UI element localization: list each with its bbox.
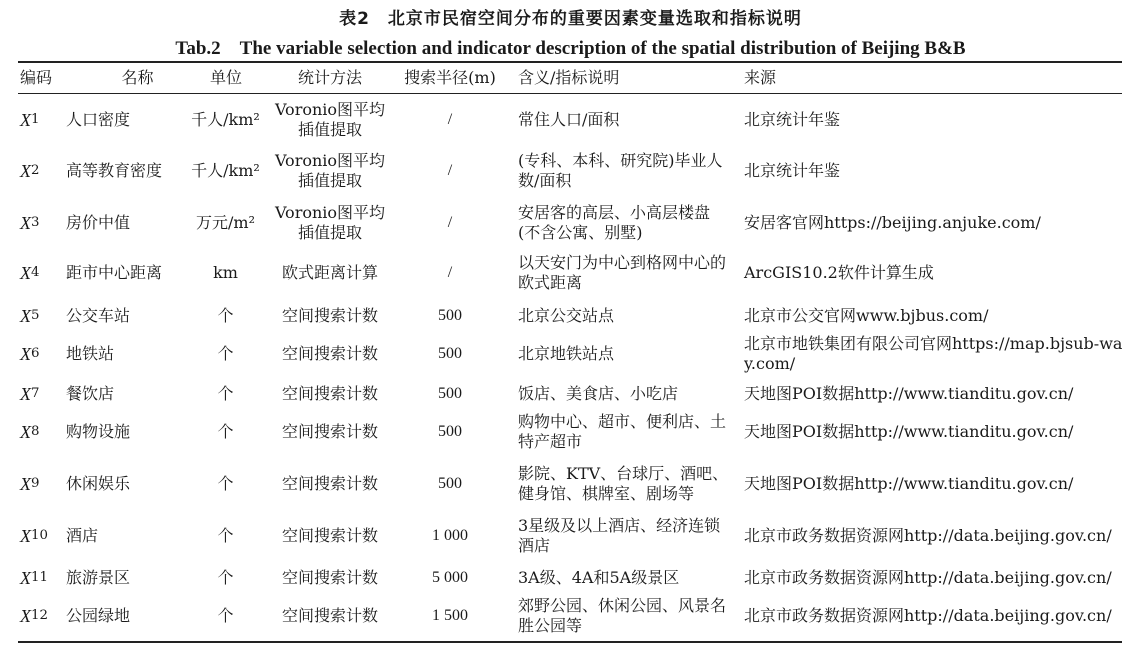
cell-name: 酒店 xyxy=(66,526,99,545)
cell-unit: 个 xyxy=(217,606,234,625)
cell-source: 安居客官网https://beijing.anjuke.com/ xyxy=(744,213,1041,232)
cell-method: 空间搜索计数 xyxy=(281,383,378,403)
cell-method: Voronio图平均插值提取 xyxy=(274,203,386,242)
variable-subscript: 4 xyxy=(31,265,40,280)
cell-source: 北京统计年鉴 xyxy=(744,110,841,129)
variable-subscript: 10 xyxy=(31,528,48,543)
header-name: 名称 xyxy=(121,68,154,87)
cell-meaning: 影院、KTV、台球厅、酒吧、健身馆、棋牌室、剧场等 xyxy=(518,464,729,503)
cell-name: 旅游景区 xyxy=(66,568,131,587)
cell-name: 距市中心距离 xyxy=(66,263,163,282)
cell-name: 人口密度 xyxy=(66,110,131,129)
header-code: 编码 xyxy=(20,68,53,87)
cell-meaning: 以天安门为中心到格网中心的欧式距离 xyxy=(518,253,727,292)
header-unit: 单位 xyxy=(209,68,242,87)
variable-subscript: 2 xyxy=(31,163,40,178)
cell-radius: 500 xyxy=(438,345,462,362)
cell-method: 欧式距离计算 xyxy=(281,263,378,282)
cell-radius: 1 000 xyxy=(432,527,468,544)
variable-symbol: X xyxy=(20,213,31,233)
variable-subscript: 1 xyxy=(31,112,40,127)
cell-meaning: 购物中心、超市、便利店、土特产超市 xyxy=(518,412,727,451)
cell-method: 空间搜索计数 xyxy=(281,305,378,325)
cell-meaning: 常住人口/面积 xyxy=(518,110,620,129)
cell-method: Voronio图平均插值提取 xyxy=(274,100,386,139)
cell-radius: 1 500 xyxy=(432,607,468,624)
variable-symbol: X xyxy=(20,568,31,588)
cell-source: 天地图POI数据http://www.tianditu.gov.cn/ xyxy=(744,422,1074,441)
variable-symbol: X xyxy=(20,526,31,546)
cell-meaning: 北京地铁站点 xyxy=(518,344,615,363)
cell-name: 公园绿地 xyxy=(66,606,131,625)
header-rule xyxy=(18,93,1122,94)
cell-source: 北京市政务数据资源网http://data.beijing.gov.cn/ xyxy=(744,526,1112,545)
cell-source: 天地图POI数据http://www.tianditu.gov.cn/ xyxy=(744,383,1074,403)
cell-meaning: (专科、本科、研究院)毕业人数/面积 xyxy=(518,151,723,190)
cell-meaning: 安居客的高层、小高层楼盘(不含公寓、别墅) xyxy=(518,203,711,242)
variable-symbol: X xyxy=(20,606,31,626)
variable-subscript: 6 xyxy=(31,346,40,361)
variable-subscript: 9 xyxy=(31,476,40,491)
table-caption-cn: 表2 北京市民宿空间分布的重要因素变量选取和指标说明 xyxy=(339,9,802,29)
cell-source: 北京市公交官网www.bjbus.com/ xyxy=(744,305,989,325)
cell-unit: 个 xyxy=(217,305,234,325)
cell-method: 空间搜索计数 xyxy=(281,526,378,545)
variable-symbol: X xyxy=(20,344,31,364)
cell-source: ArcGIS10.2软件计算生成 xyxy=(744,263,934,282)
cell-meaning: 3星级及以上酒店、经济连锁酒店 xyxy=(518,516,721,555)
cell-radius: 500 xyxy=(438,423,462,440)
cell-unit: 个 xyxy=(217,474,234,493)
cell-name: 房价中值 xyxy=(66,213,131,232)
cell-name: 高等教育密度 xyxy=(66,161,163,180)
cell-name: 餐饮店 xyxy=(66,383,115,403)
cell-radius: 500 xyxy=(438,384,462,402)
cell-unit: 千人/km² xyxy=(191,161,260,180)
cell-radius: / xyxy=(447,264,453,281)
cell-radius: 500 xyxy=(438,475,462,492)
variable-subscript: 5 xyxy=(31,307,40,323)
cell-radius: 5 000 xyxy=(432,569,468,586)
cell-source: 天地图POI数据http://www.tianditu.gov.cn/ xyxy=(744,474,1074,493)
bottom-rule xyxy=(18,641,1122,643)
cell-method: 空间搜索计数 xyxy=(281,344,378,363)
cell-unit: 个 xyxy=(217,383,234,403)
variable-symbol: X xyxy=(20,161,31,181)
variable-symbol: X xyxy=(20,474,31,494)
table-caption-en: Tab.2 The variable selection and indicator description of the spatial distribution of Beijing B&B xyxy=(175,38,966,59)
header-radius: 搜索半径(m) xyxy=(404,68,496,87)
cell-source: 北京市政务数据资源网http://data.beijing.gov.cn/ xyxy=(744,606,1112,625)
variable-symbol: X xyxy=(20,305,31,326)
cell-radius: / xyxy=(447,111,453,128)
variable-subscript: 8 xyxy=(31,424,40,439)
cell-source: 北京市政务数据资源网http://data.beijing.gov.cn/ xyxy=(744,568,1112,587)
variable-subscript: 7 xyxy=(31,385,40,401)
variable-symbol: X xyxy=(20,422,31,442)
variable-subscript: 12 xyxy=(31,608,48,623)
cell-method: Voronio图平均插值提取 xyxy=(274,151,386,190)
cell-source: 北京市地铁集团有限公司官网https://map.bjsub-way.com/ xyxy=(744,334,1123,373)
header-method: 统计方法 xyxy=(297,68,362,87)
cell-name: 休闲娱乐 xyxy=(66,474,131,493)
cell-unit: 个 xyxy=(217,344,234,363)
cell-name: 公交车站 xyxy=(66,305,131,325)
cell-method: 空间搜索计数 xyxy=(281,606,378,625)
header-meaning: 含义/指标说明 xyxy=(518,68,620,87)
cell-method: 空间搜索计数 xyxy=(281,474,378,493)
cell-meaning: 北京公交站点 xyxy=(518,305,615,325)
cell-method: 空间搜索计数 xyxy=(281,568,378,587)
variable-symbol: X xyxy=(20,110,31,130)
cell-unit: 个 xyxy=(217,422,234,441)
variable-subscript: 11 xyxy=(31,570,48,585)
cell-meaning: 3A级、4A和5A级景区 xyxy=(518,568,680,587)
cell-source: 北京统计年鉴 xyxy=(744,161,841,180)
variable-symbol: X xyxy=(20,383,31,404)
cell-unit: 万元/m² xyxy=(196,213,255,232)
cell-method: 空间搜索计数 xyxy=(281,422,378,441)
cell-name: 地铁站 xyxy=(66,344,115,363)
cell-unit: km xyxy=(213,263,238,282)
cell-meaning: 郊野公园、休闲公园、风景名胜公园等 xyxy=(518,596,727,635)
cell-radius: / xyxy=(447,214,453,231)
cell-unit: 个 xyxy=(217,568,234,587)
cell-unit: 千人/km² xyxy=(191,110,260,129)
cell-name: 购物设施 xyxy=(66,422,131,441)
cell-radius: 500 xyxy=(438,306,462,324)
header-source: 来源 xyxy=(744,68,777,87)
cell-meaning: 饭店、美食店、小吃店 xyxy=(518,383,679,403)
cell-radius: / xyxy=(447,162,453,179)
cell-unit: 个 xyxy=(217,526,234,545)
variable-subscript: 3 xyxy=(31,215,40,230)
variable-symbol: X xyxy=(20,263,31,283)
